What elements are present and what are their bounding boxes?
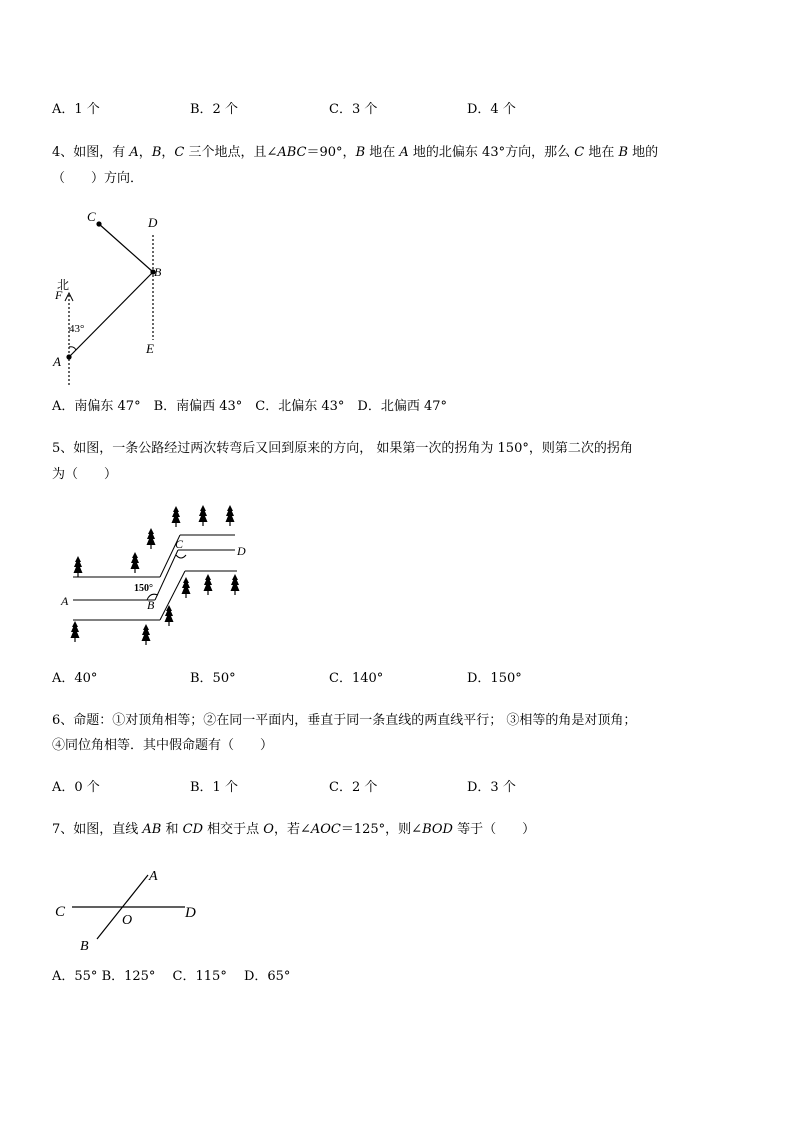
q5-option-b: B．50°	[190, 671, 236, 686]
tree-icon	[199, 505, 208, 526]
q6-option-d: D．3 个	[467, 780, 516, 795]
q7-options: A．55° B．125° C．115° D．65°	[52, 969, 291, 984]
label-d: D	[237, 544, 246, 558]
label-c: C	[175, 537, 184, 551]
q5-figure	[55, 500, 255, 655]
tree-icon	[142, 624, 151, 645]
q7-stem: 7、如图，直线 AB 和 CD 相交于点 O，若∠AOC＝125°，则∠BOD 等于（ ）	[52, 822, 536, 837]
tree-icon	[182, 577, 191, 598]
tree-icon	[226, 505, 235, 526]
label-a: A	[53, 354, 61, 369]
label-c: C	[87, 209, 96, 224]
angle-arc	[69, 347, 76, 350]
q3-option-b: B．2 个	[190, 102, 238, 117]
tree-icon	[204, 574, 213, 595]
q6-option-b: B．1 个	[190, 780, 238, 795]
q5-option-a: A．40°	[52, 671, 98, 686]
q5-option-c: C．140°	[329, 671, 384, 686]
line-ab	[69, 272, 153, 357]
q3-option-a: A．1 个	[52, 102, 100, 117]
label-b: B	[154, 265, 162, 279]
q4-figure	[50, 205, 180, 390]
angle-arc-c	[176, 555, 186, 558]
q5-stem-line1: 5、如图，一条公路经过两次转弯后又回到原来的方向， 如果第一次的拐角为 150°，则第二次的拐角	[52, 441, 633, 456]
label-d: D	[185, 905, 196, 921]
line-cb	[99, 224, 153, 272]
q5-stem-line2: 为（ ）	[52, 467, 118, 482]
label-o: O	[122, 913, 133, 928]
q6-option-a: A．0 个	[52, 780, 100, 795]
tree-icon	[74, 556, 83, 577]
q6-stem-line1: 6、命题：①对顶角相等；②在同一平面内，垂直于同一条直线的两直线平行； ③相等的角是对顶角；	[52, 713, 637, 728]
q6-stem-line2: ④同位角相等．其中假命题有（ ）	[52, 738, 274, 753]
q4-options: A．南偏东 47° B．南偏西 43° C．北偏东 43° D．北偏西 47°	[52, 399, 448, 414]
tree-icon	[131, 552, 140, 573]
label-e: E	[146, 341, 154, 356]
label-b: B	[147, 598, 155, 612]
label-a: A	[149, 869, 158, 884]
label-a: A	[61, 594, 69, 608]
tree-icon	[147, 528, 156, 549]
q3-option-d: D．4 个	[467, 102, 516, 117]
label-b: B	[80, 939, 89, 954]
label-north: 北	[57, 278, 70, 292]
tree-icon	[172, 506, 181, 527]
label-angle-150: 150°	[134, 583, 153, 594]
label-c: C	[55, 904, 66, 920]
q7-figure	[50, 860, 210, 960]
point-c	[96, 221, 101, 226]
q6-option-c: C．2 个	[329, 780, 378, 795]
label-f: F	[55, 288, 63, 302]
q4-stem-line2: （ ）方向．	[52, 171, 144, 186]
q5-option-d: D．150°	[467, 671, 522, 686]
q4-stem-line1: 4、如图，有 A，B，C 三个地点，且∠ABC＝90°，B 地在 A 地的北偏东 43°方向，那么 C 地在 B 地的	[52, 145, 659, 160]
label-d: D	[148, 215, 158, 230]
point-a	[66, 354, 71, 359]
tree-icon	[231, 574, 240, 595]
road-line	[160, 571, 185, 620]
label-angle-43: 43°	[69, 323, 85, 335]
q3-option-c: C．3 个	[329, 102, 378, 117]
tree-icon	[71, 621, 80, 642]
